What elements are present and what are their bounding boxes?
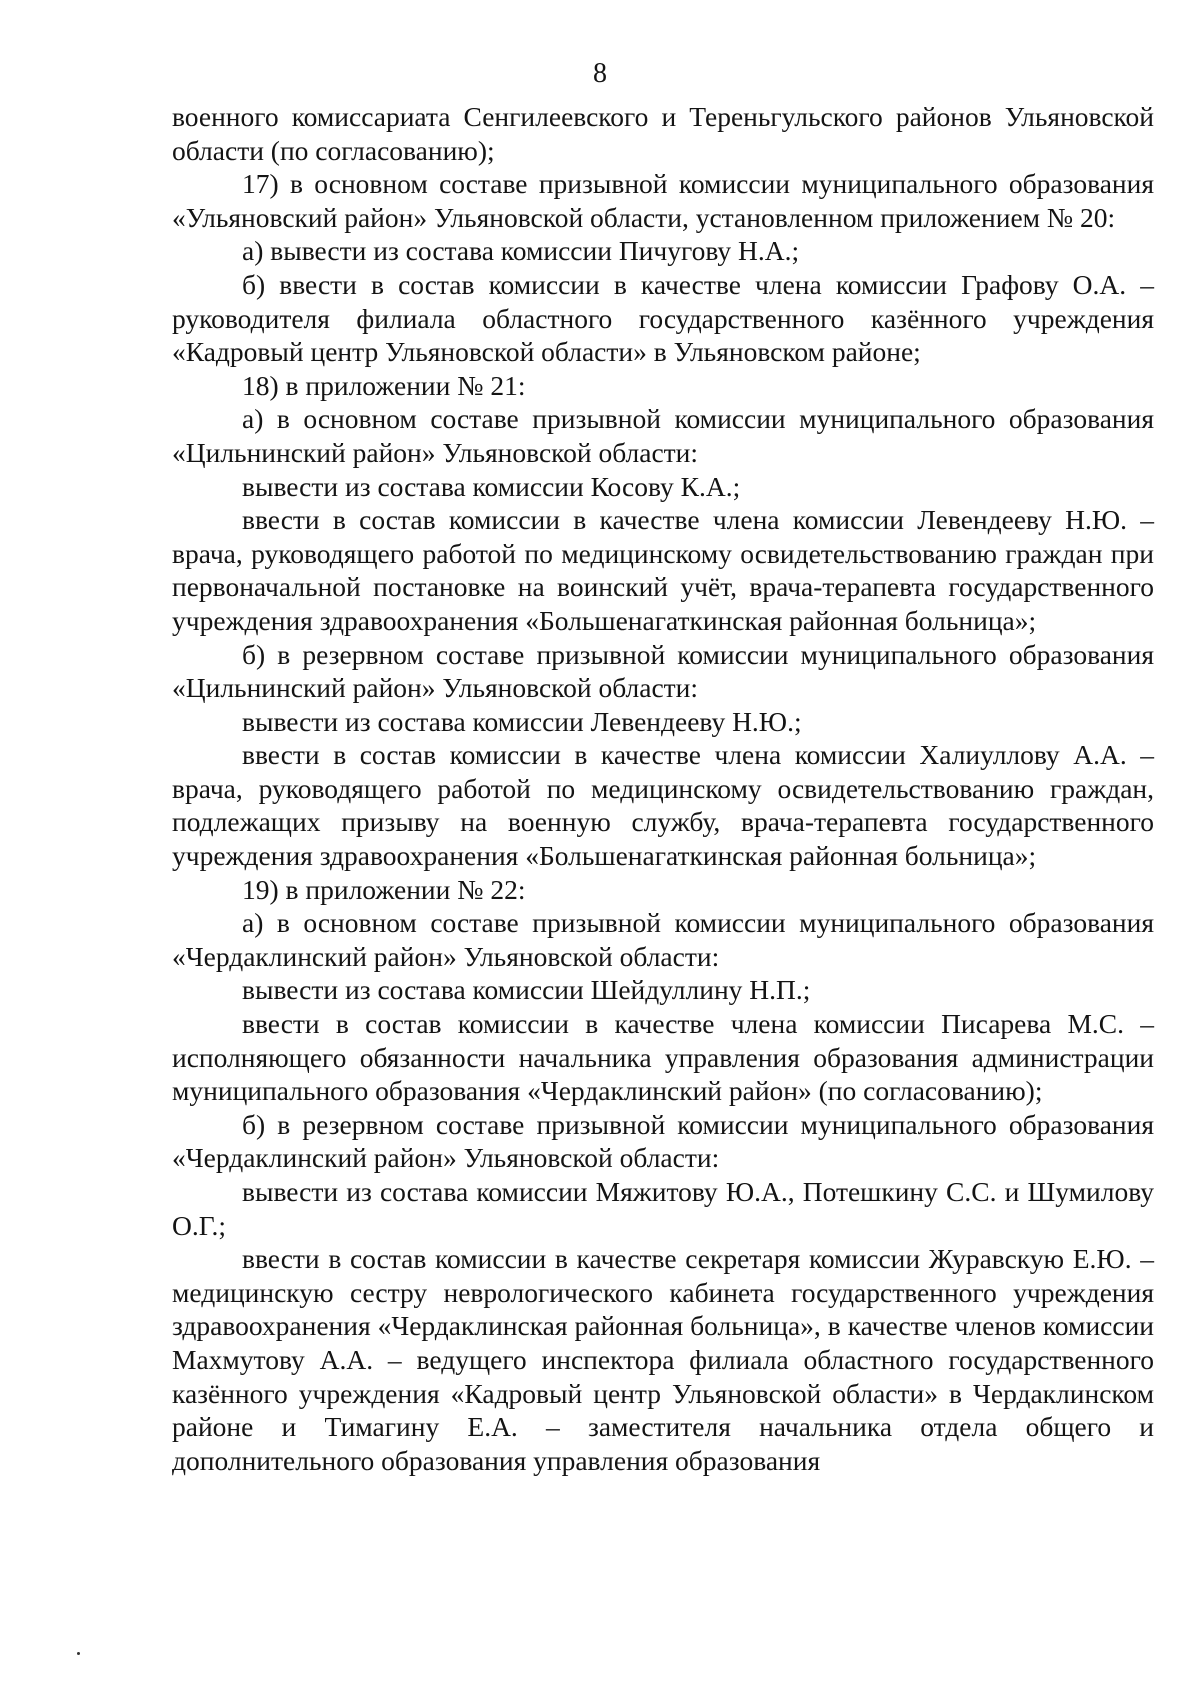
paragraph-item-19b-remove: вывести из состава комиссии Мяжитову Ю.А., Потешкину С.С. и Шумилову О.Г.; [172, 1176, 1154, 1241]
paragraph-item-19b: б) в резервном составе призывной комиссии муниципального образования «Чердаклинский район» Ульяновской области: [172, 1108, 1154, 1174]
paragraph-continuation: военного комиссариата Сенгилеевского и Тереньгульского районов Ульяновской области (по согласованию); [172, 101, 1154, 166]
page-number: 8 [593, 58, 607, 89]
paragraph-item-18a-add: ввести в состав комиссии в качестве члена комиссии Левендееву Н.Ю. – врача, руководящего работой по медицинскому освидетельствованию граждан при первоначальной постановке на воинский учёт, врача-терапевта государственного учреждения здравоохранения «Большенагаткинская районная больница»; [172, 504, 1154, 636]
paragraph-item-19: 19) в приложении № 22: [242, 873, 526, 905]
paragraph-item-18a: а) в основном составе призывной комиссии муниципального образования «Цильнинский район» Ульяновской области: [172, 403, 1154, 468]
paragraph-item-18b-add: ввести в состав комиссии в качестве члена комиссии Халиуллову А.А. – врача, руководящего работой по медицинскому освидетельствованию граждан, подлежащих призыву на военную службу, врача-терапевта государственного учреждения здравоохранения «Большенагаткинская районная больница»; [172, 739, 1154, 872]
paragraph-item-17b: б) ввести в состав комиссии в качестве члена комиссии Графову О.А. – руководителя филиала областного государственного казённого учреждения «Кадровый центр Ульяновской области» в Ульяновском районе; [172, 268, 1154, 368]
paragraph-item-18: 18) в приложении № 21: [242, 369, 526, 401]
paragraph-item-19a: а) в основном составе призывной комиссии муниципального образования «Чердаклинский район» Ульяновской области: [172, 907, 1154, 972]
paragraph-item-19b-add: ввести в состав комиссии в качестве секретаря комиссии Журавскую Е.Ю. – медицинскую сестру неврологического кабинета государственного учреждения здравоохранения «Чердаклинская районная больница», в качестве членов комиссии Махмутову А.А. – ведущего инспектора филиала областного государственного казённого учреждения «Кадровый центр Ульяновской области» в Чердаклинском районе и Тимагину Е.А. – заместителя начальника отдела общего и дополнительного образования управления образования [172, 1243, 1154, 1476]
paragraph-item-17: 17) в основном составе призывной комиссии муниципального образования «Ульяновский район» Ульяновской области, установленном приложением № 20: [172, 168, 1154, 233]
paragraph-item-18a-remove: вывести из состава комиссии Косову К.А.; [242, 470, 741, 502]
paragraph-item-19a-add: ввести в состав комиссии в качестве члена комиссии Писарева М.С. – исполняющего обязанности начальника управления образования администрации муниципального образования «Чердаклинский район» (по согласованию); [172, 1008, 1154, 1107]
document-body [172, 100, 1154, 1477]
paragraph-item-18b-remove: вывести из состава комиссии Левендееву Н.Ю.; [242, 705, 802, 737]
paragraph-item-17a: а) вывести из состава комиссии Пичугову Н.А.; [242, 235, 800, 267]
scan-artifact-dot [77, 1652, 80, 1655]
paragraph-item-18b: б) в резервном составе призывной комиссии муниципального образования «Цильнинский район» Ульяновской области: [172, 638, 1154, 704]
paragraph-item-19a-remove: вывести из состава комиссии Шейдуллину Н.П.; [242, 974, 811, 1006]
